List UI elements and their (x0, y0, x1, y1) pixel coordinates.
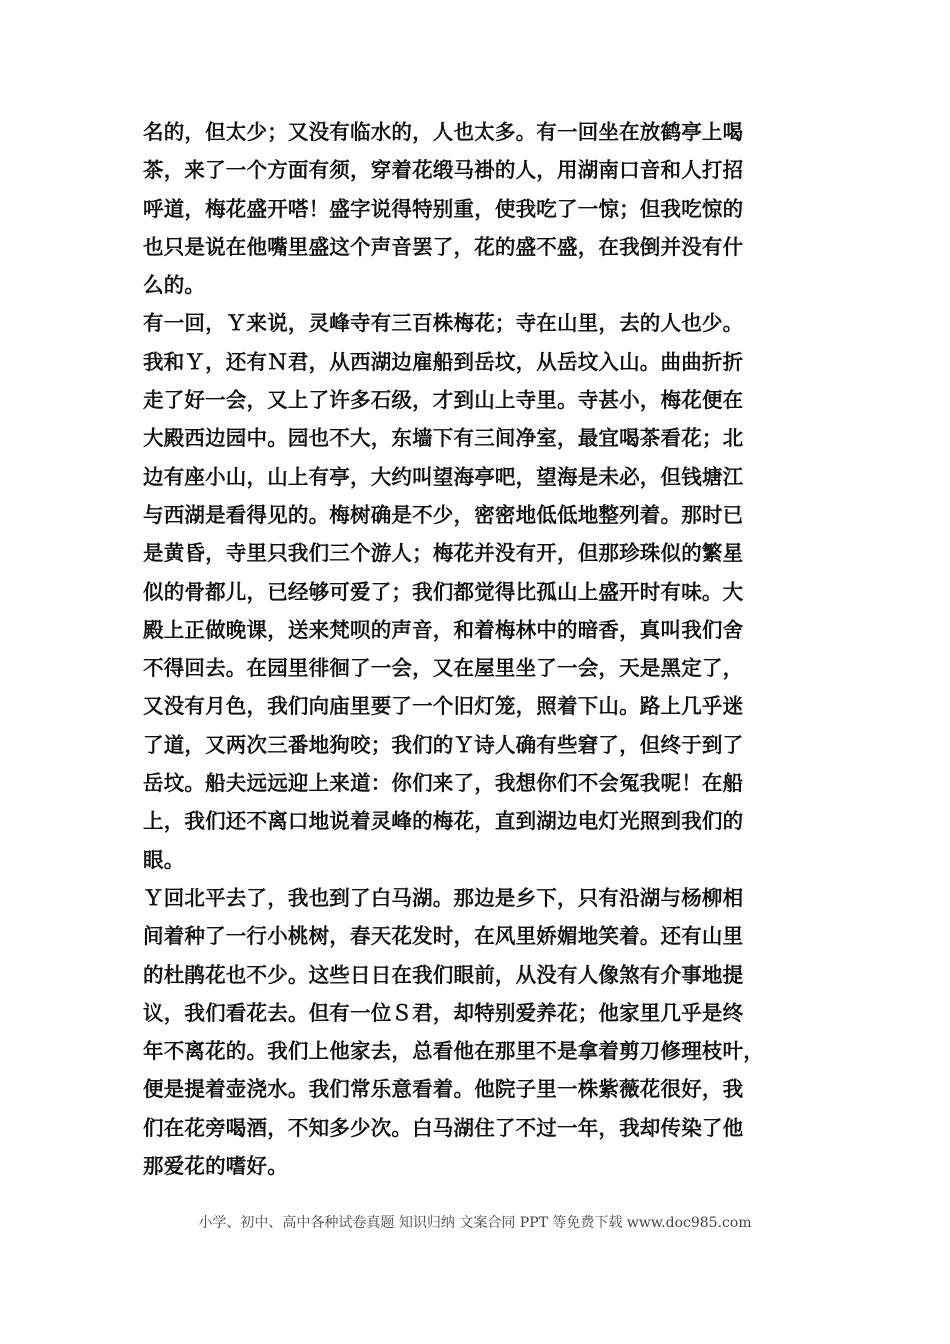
text-line: 与西湖是看得见的。梅树确是不少，密密地低低地整列着。那时已 (143, 502, 744, 527)
text-line: 大殿西边园中。园也不大，东墙下有三间净室，最宜喝茶看花；北 (143, 426, 744, 451)
text-line: 的杜鹃花也不少。这些日日在我们眼前，从没有人像煞有介事地提 (143, 962, 744, 987)
text-line: 议，我们看花去。但有一位Ｓ君，却特别爱养花；他家里几乎是终 (143, 1000, 744, 1025)
text-line: 殿上正做晚课，送来梵呗的声音，和着梅林中的暗香，真叫我们舍 (143, 617, 744, 642)
text-line: 便是提着壶浇水。我们常乐意看着。他院子里一株紫薇花很好，我 (143, 1077, 744, 1102)
text-line: 有一回，Ｙ来说，灵峰寺有三百株梅花；寺在山里，去的人也少。 (143, 311, 744, 336)
text-line: 名的，但太少；又没有临水的，人也太多。有一回坐在放鹤亭上喝 (143, 120, 744, 144)
text-line: 呼道，梅花盛开嗒！盛字说得特别重，使我吃了一惊；但我吃惊的 (143, 196, 744, 221)
text-line: 是黄昏，寺里只我们三个游人；梅花并没有开，但那珍珠似的繁星 (143, 541, 744, 566)
text-line: 边有座小山，山上有亭，大约叫望海亭吧，望海是未必，但钱塘江 (143, 464, 744, 489)
text-line: 我和Ｙ，还有Ｎ君，从西湖边雇船到岳坟，从岳坟入山。曲曲折折 (143, 349, 744, 374)
text-line: 年不离花的。我们上他家去，总看他在那里不是拿着剪刀修理枝叶， (143, 1039, 764, 1064)
text-line: 岳坟。船夫远远迎上来道：你们来了，我想你们不会冤我呢！在船 (143, 771, 744, 796)
article-body (143, 113, 803, 1185)
text-line: 眼。 (143, 847, 185, 872)
text-line: 们在花旁喝酒，不知多少次。白马湖住了不过一年，我却传染了他 (143, 1115, 744, 1140)
page-footer: 小学、初中、高中各种试卷真题 知识归纳 文案合同 PPT 等免费下载 www.doc985.com (198, 1215, 752, 1231)
text-line: Ｙ回北平去了，我也到了白马湖。那边是乡下，只有沿湖与杨柳相 (143, 885, 744, 910)
text-line: 茶，来了一个方面有须，穿着花缎马褂的人，用湖南口音和人打招 (143, 158, 744, 183)
text-line: 走了好一会，又上了许多石级，才到山上寺里。寺甚小，梅花便在 (143, 388, 744, 413)
text-line: 不得回去。在园里徘徊了一会，又在屋里坐了一会，天是黑定了， (143, 656, 744, 681)
text-line: 间着种了一行小桃树，春天花发时，在风里娇媚地笑着。还有山里 (143, 924, 744, 949)
text-line: 了道，又两次三番地狗咬；我们的Ｙ诗人确有些窘了，但终于到了 (143, 732, 744, 757)
text-line: 也只是说在他嘴里盛这个声音罢了，花的盛不盛，在我倒并没有什 (143, 234, 744, 259)
text-line: 又没有月色，我们向庙里要了一个旧灯笼，照着下山。路上几乎迷 (143, 694, 744, 719)
text-line: 么的。 (143, 273, 206, 298)
text-line: 上，我们还不离口地说着灵峰的梅花，直到湖边电灯光照到我们的 (143, 809, 744, 834)
text-line: 似的骨都儿，已经够可爱了；我们都觉得比孤山上盛开时有味。大 (143, 579, 744, 604)
text-line: 那爱花的嗜好。 (143, 1154, 288, 1179)
